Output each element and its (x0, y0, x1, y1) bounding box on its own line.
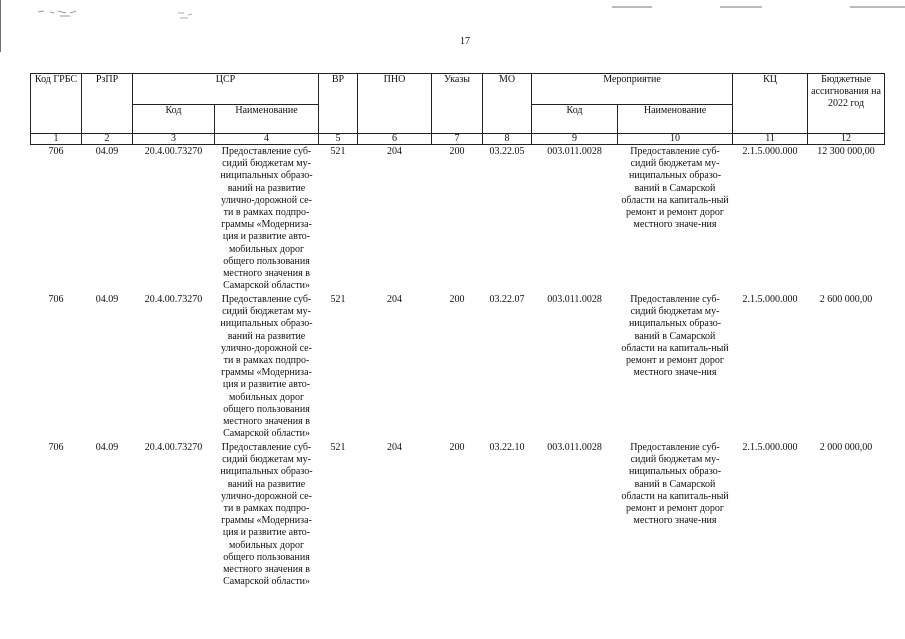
cell-csr-kod: 20.4.00.73270 (144, 442, 203, 453)
cell-rzpr: 04.09 (95, 146, 119, 157)
column-number: 1 (31, 134, 82, 145)
cell-mo: 03.22.07 (489, 294, 525, 305)
cell-mer-kod: 003.011.0028 (547, 146, 602, 157)
column-number: 3 (133, 134, 215, 145)
header-mer-name: Наименование (618, 105, 733, 134)
column-number: 5 (319, 134, 358, 145)
cell-pno: 204 (387, 146, 403, 157)
header-mo: МО (483, 74, 532, 134)
cell-kod-grbs: 706 (48, 294, 64, 305)
cell-mer-kod: 003.011.0028 (547, 442, 602, 453)
header-kc: КЦ (733, 74, 808, 134)
cell-ukazy: 200 (449, 294, 465, 305)
cell-budget: 12 300 000,00 (817, 146, 875, 157)
header-pno: ПНО (358, 74, 432, 134)
header-vr: ВР (319, 74, 358, 134)
cell-kod-grbs: 706 (48, 442, 64, 453)
header-csr-name: Наименование (215, 105, 319, 134)
cell-mer-name: Предоставление суб-сидий бюджетам му-ниципальных образо-ваний в Самарской области на капиталь-ный ремонт и ремонт дорог местного значе-ния (621, 294, 729, 379)
cell-csr-name: Предоставление суб-сидий бюджетам му-ниципальных образо-ваний на развитие улично-дорожной се-ти в рамках подпро-граммы «Модерниза-ция и развитие авто-мобильных дорог общего пользования местного значения в Самарской области» (220, 146, 313, 292)
column-number: 4 (215, 134, 319, 145)
header-row (31, 74, 885, 105)
header-kod-grbs: Код ГРБС (31, 74, 82, 134)
cell-csr-kod: 20.4.00.73270 (144, 294, 203, 305)
header-meropriyatie: Мероприятие (532, 74, 733, 105)
cell-kod-grbs: 706 (48, 146, 64, 157)
cell-ukazy: 200 (449, 146, 465, 157)
cell-rzpr: 04.09 (95, 442, 119, 453)
cell-kc: 2.1.5.000.000 (742, 294, 798, 305)
cell-rzpr: 04.09 (95, 294, 119, 305)
cell-mo: 03.22.10 (489, 442, 525, 453)
table-row (31, 293, 885, 441)
column-numbers-row (31, 134, 885, 145)
header-rzpr: РзПР (82, 74, 133, 134)
cell-csr-name: Предоставление суб-сидий бюджетам му-ниципальных образо-ваний на развитие улично-дорожной се-ти в рамках подпро-граммы «Модерниза-ция и развитие авто-мобильных дорог общего пользования местного значения в Самарской области» (220, 442, 313, 588)
budget-table (30, 73, 885, 589)
cell-csr-name: Предоставление суб-сидий бюджетам му-ниципальных образо-ваний на развитие улично-дорожной се-ти в рамках подпро-граммы «Модерниза-ция и развитие авто-мобильных дорог общего пользования местного значения в Самарской области» (220, 294, 313, 440)
column-number: 11 (733, 134, 808, 145)
cell-budget: 2 000 000,00 (819, 442, 873, 453)
cell-kc: 2.1.5.000.000 (742, 442, 798, 453)
table-row (31, 145, 885, 294)
cell-mer-name: Предоставление суб-сидий бюджетам му-ниципальных образо-ваний в Самарской области на капиталь-ный ремонт и ремонт дорог местного значе-ния (621, 442, 729, 527)
cell-pno: 204 (387, 442, 403, 453)
page-number: 17 (460, 36, 470, 47)
cell-csr-kod: 20.4.00.73270 (144, 146, 203, 157)
cell-kc: 2.1.5.000.000 (742, 146, 798, 157)
cell-vr: 521 (330, 146, 346, 157)
cell-mo: 03.22.05 (489, 146, 525, 157)
column-number: 2 (82, 134, 133, 145)
cell-ukazy: 200 (449, 442, 465, 453)
scan-artifacts (0, 0, 905, 60)
cell-mer-name: Предоставление суб-сидий бюджетам му-ниципальных образо-ваний в Самарской области на капиталь-ный ремонт и ремонт дорог местного значе-ния (621, 146, 729, 231)
header-budget: Бюджетные ассигнования на 2022 год (808, 74, 885, 134)
cell-pno: 204 (387, 294, 403, 305)
cell-vr: 521 (330, 294, 346, 305)
cell-budget: 2 600 000,00 (819, 294, 873, 305)
column-number: 9 (532, 134, 618, 145)
header-mer-kod: Код (532, 105, 618, 134)
header-csr: ЦСР (133, 74, 319, 105)
cell-vr: 521 (330, 442, 346, 453)
column-number: 8 (483, 134, 532, 145)
header-ukazy: Указы (432, 74, 483, 134)
column-number: 6 (358, 134, 432, 145)
column-number: 7 (432, 134, 483, 145)
column-number: 10 (618, 134, 733, 145)
column-number: 12 (808, 134, 885, 145)
table-row (31, 441, 885, 589)
header-csr-kod: Код (133, 105, 215, 134)
cell-mer-kod: 003.011.0028 (547, 294, 602, 305)
